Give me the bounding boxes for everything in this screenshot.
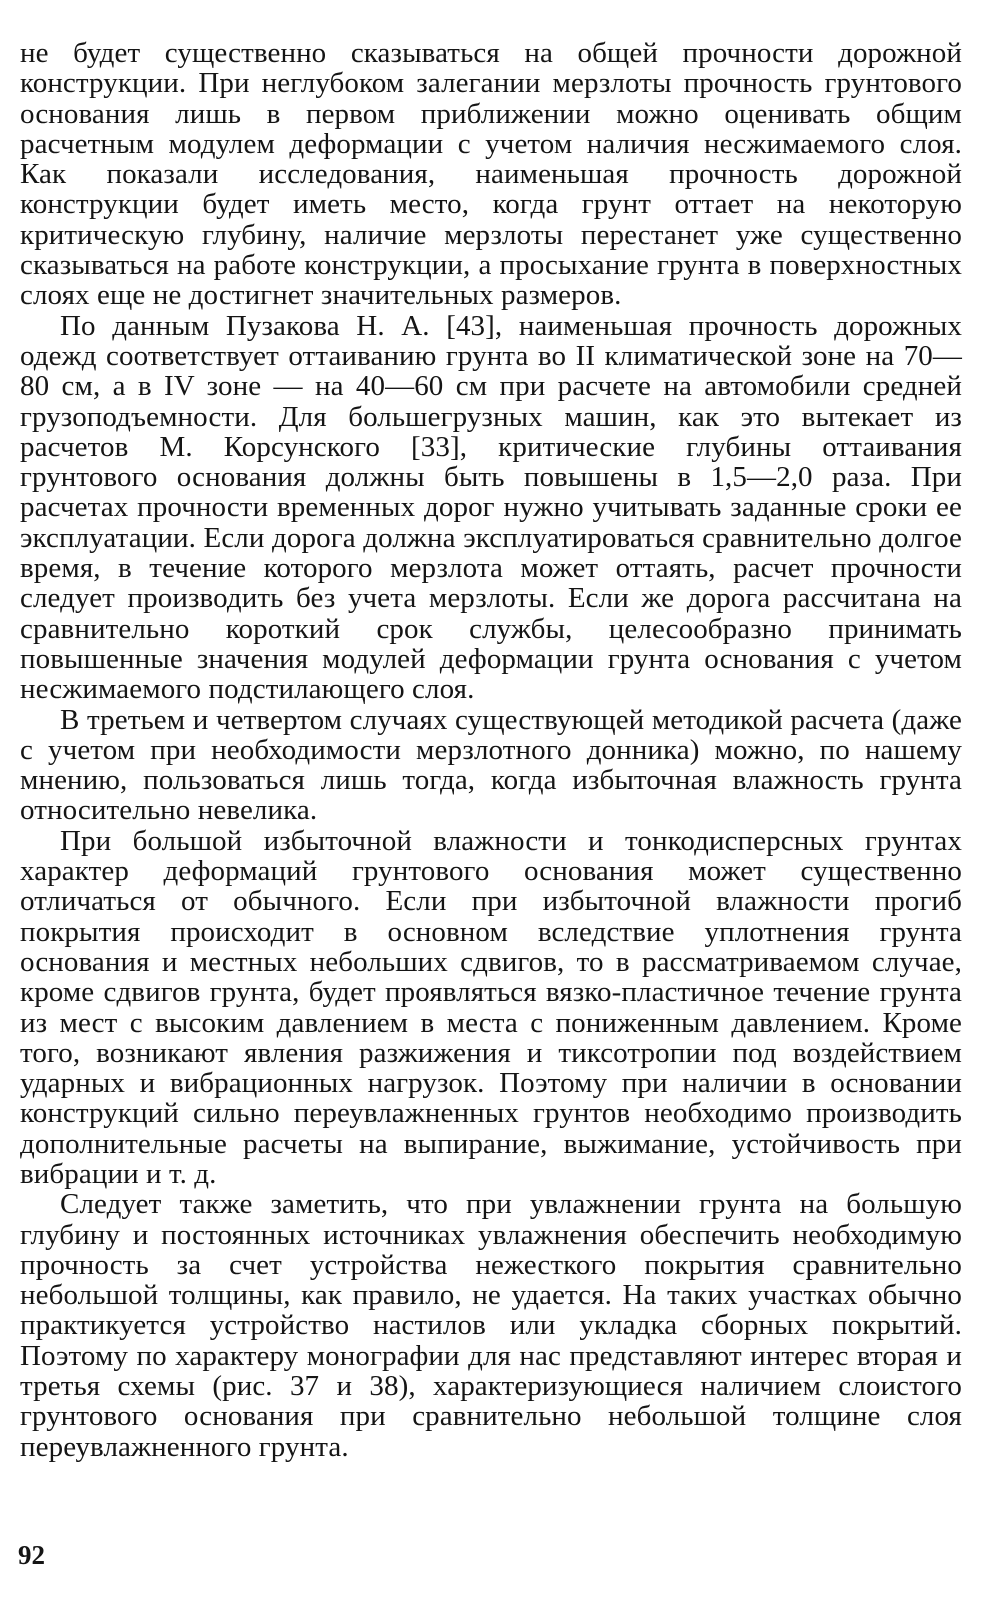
page-number: 92	[18, 1540, 45, 1570]
paragraph-deep-moistening: Следует также заметить, что при увлажнении грунта на большую глубину и постоянных источниках увлажнения обеспечить необходимую прочность за счет устройства нежесткого покрытия сравнительно небольшой толщины, как правило, не удается. На таких участках обычно практикуется устройство настилов или укладка сборных покрытий. Поэтому по характеру монографии для нас представляют интерес вторая и третья схемы (рис. 37 и 38), характеризующиеся наличием слоистого грунтового основания при сравнительно небольшой толщине слоя переувлажненного грунта.	[20, 1188, 962, 1463]
paragraph-excess-moisture: При большой избыточной влажности и тонкодисперсных грунтах характер деформаций грунтового основания может существенно отличаться от обычного. Если при избыточной влажности прогиб покрытия происходит в основном вследствие уплотнения грунта основания и местных небольших сдвигов, то в рассматриваемом случае, кроме сдвигов грунта, будет проявляться вязко-пластичное течение грунта из мест с высоким давлением в места с пониженным давлением. Кроме того, возникают явления разжижения и тиксотропии под воздействием ударных и вибрационных нагрузок. Поэтому при наличии в основании конструкций сильно переувлажненных грунтов необходимо производить дополнительные расчеты на выпирание, выжимание, устойчивость при вибрации и т. д.	[20, 824, 962, 1190]
page-body	[20, 38, 962, 1462]
paragraph-puzakov-data: По данным Пузакова Н. А. [43], наименьшая прочность дорожных одежд соответствует оттаиванию грунта во II климатической зоне на 70—80 см, а в IV зоне — на 40—60 см при расчете на автомобили средней грузоподъемности. Для большегрузных машин, как это вытекает из расчетов М. Корсунского [33], критические глубины оттаивания грунтового основания должны быть повышены в 1,5—2,0 раза. При расчетах прочности временных дорог нужно учитывать заданные сроки ее эксплуатации. Если дорога должна эксплуатироваться сравнительно долгое время, в течение которого мерзлота может оттаять, расчет прочности следует производить без учета мерзлоты. Если же дорога рассчитана на сравнительно короткий срок службы, целесообразно принимать повышенные значения модулей деформации грунта основания с учетом несжимаемого подстилающего слоя.	[20, 309, 962, 706]
paragraph-third-fourth-cases: В третьем и четвертом случаях существующей методикой расчета (даже с учетом при необходимости мерзлотного донника) можно, по нашему мнению, пользоваться лишь тогда, когда избыточная влажность грунта относительно невелика.	[20, 703, 962, 827]
paragraph-continued: не будет существенно сказываться на общей прочности дорожной конструкции. При неглубоком залегании мерзлоты прочность грунтового основания лишь в первом приближении можно оценивать общим расчетным модулем деформации с учетом наличия несжимаемого слоя. Как показали исследования, наименьшая прочность дорожной конструкции будет иметь место, когда грунт оттает на некоторую критическую глубину, наличие мерзлоты перестанет уже существенно сказываться на работе конструкции, а просыхание грунта в поверхностных слоях еще не достигнет значительных размеров.	[20, 37, 962, 312]
